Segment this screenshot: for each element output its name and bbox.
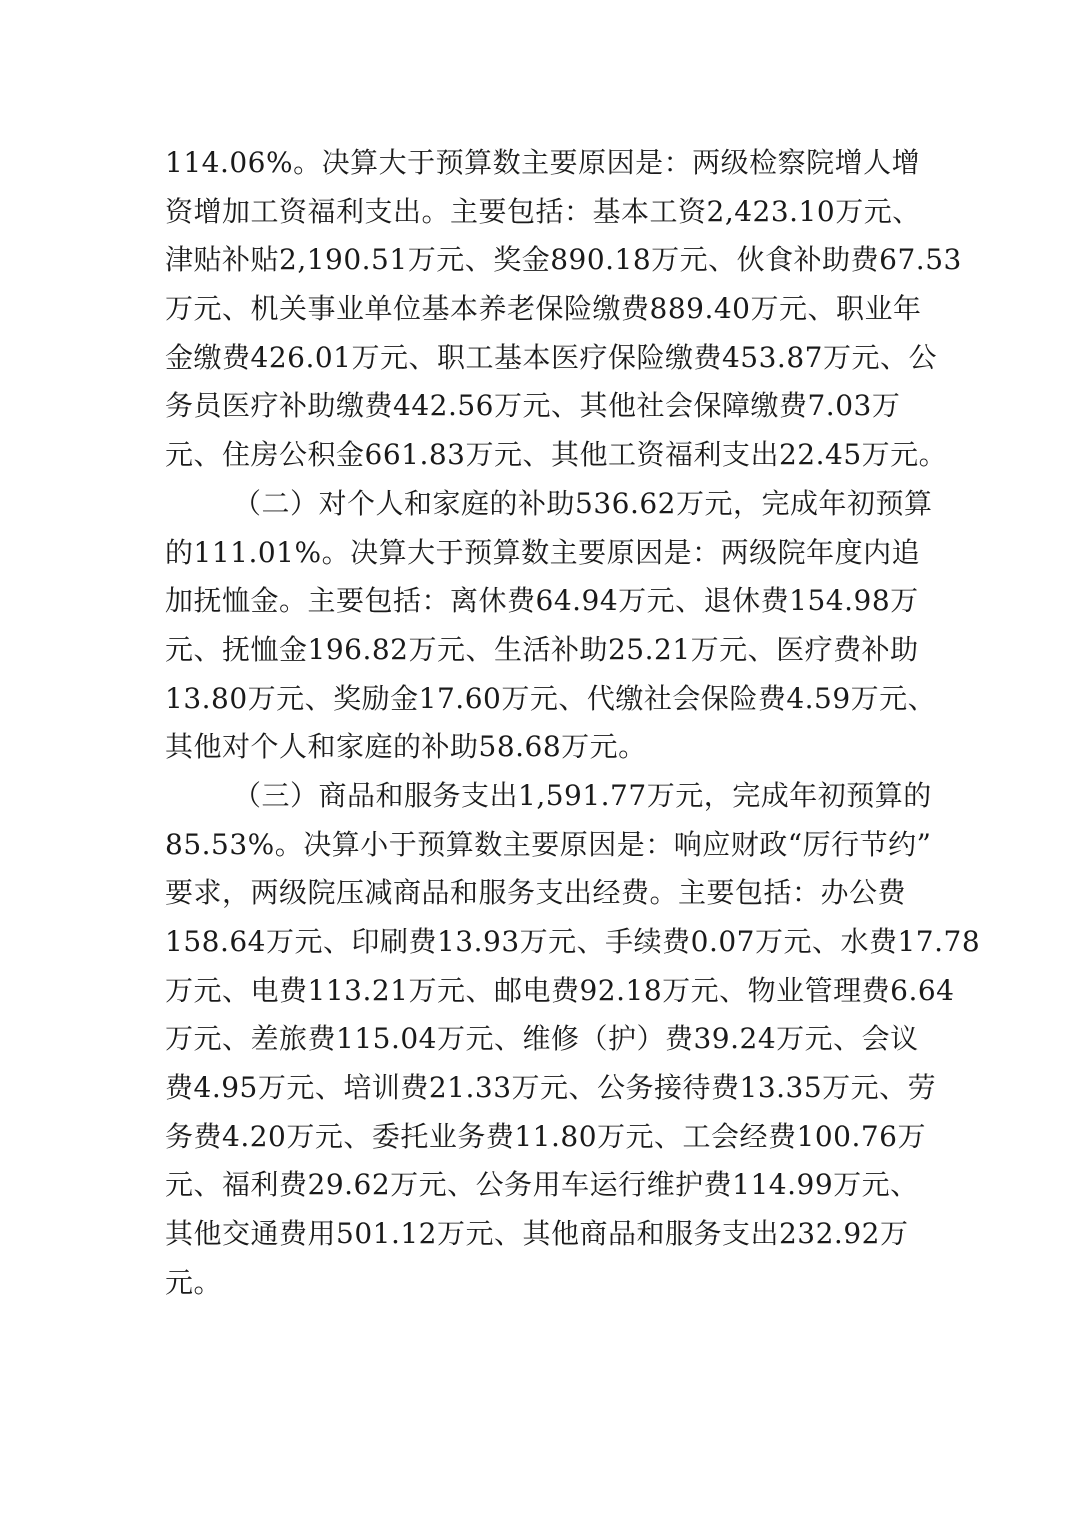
text-line: 元、福利费29.62万元、公务用车运行维护费114.99万元、 [165,1168,919,1202]
text-line: 加抚恤金。主要包括：离休费64.94万元、退休费154.98万 [165,584,919,618]
text-line: 万元、电费113.21万元、邮电费92.18万元、物业管理费6.64 [165,973,955,1007]
text-line: 万元、差旅费115.04万元、维修（护）费39.24万元、会议 [165,1022,919,1056]
text-line: 金缴费426.01万元、职工基本医疗保险缴费453.87万元、公 [165,340,937,374]
text-line: 其他交通费用501.12万元、其他商品和服务支出232.92万 [165,1217,909,1251]
text-line: 元、住房公积金661.83万元、其他工资福利支出22.45万元。 [165,438,948,472]
text-line: 资增加工资福利支出。主要包括：基本工资2,423.10万元、 [165,194,921,228]
text-line: 158.64万元、印刷费13.93万元、手续费0.07万元、水费17.78 [165,925,981,958]
text-line: 其他对个人和家庭的补助58.68万元。 [165,730,647,764]
text-line: 务员医疗补助缴费442.56万元、其他社会保障缴费7.03万 [165,389,901,423]
section-heading-line: （三）商品和服务支出1,591.77万元，完成年初预算的 [233,778,932,812]
text-line: 的111.01%。决算大于预算数主要原因是：两级院年度内追 [165,535,921,569]
text-line: 85.53%。决算小于预算数主要原因是：响应财政“厉行节约” [165,827,932,861]
text-line: 要求，两级院压减商品和服务支出经费。主要包括：办公费 [165,876,907,910]
text-line: 务费4.20万元、委托业务费11.80万元、工会经费100.76万 [165,1119,926,1153]
body-text [165,139,981,1308]
text-line: 津贴补贴2,190.51万元、奖金890.18万元、伙食补助费67.53 [165,243,962,277]
section-heading-line: （二）对个人和家庭的补助536.62万元，完成年初预算 [233,486,933,520]
text-line: 万元、机关事业单位基本养老保险缴费889.40万元、职业年 [165,292,922,326]
text-line: 元、抚恤金196.82万元、生活补助25.21万元、医疗费补助 [165,632,919,666]
text-line: 13.80万元、奖励金17.60万元、代缴社会保险费4.59万元、 [165,681,937,715]
text-line: 费4.95万元、培训费21.33万元、公务接待费13.35万元、劳 [165,1071,937,1105]
text-line: 114.06%。决算大于预算数主要原因是：两级检察院增人增 [165,146,921,179]
text-line: 元。 [165,1265,223,1299]
